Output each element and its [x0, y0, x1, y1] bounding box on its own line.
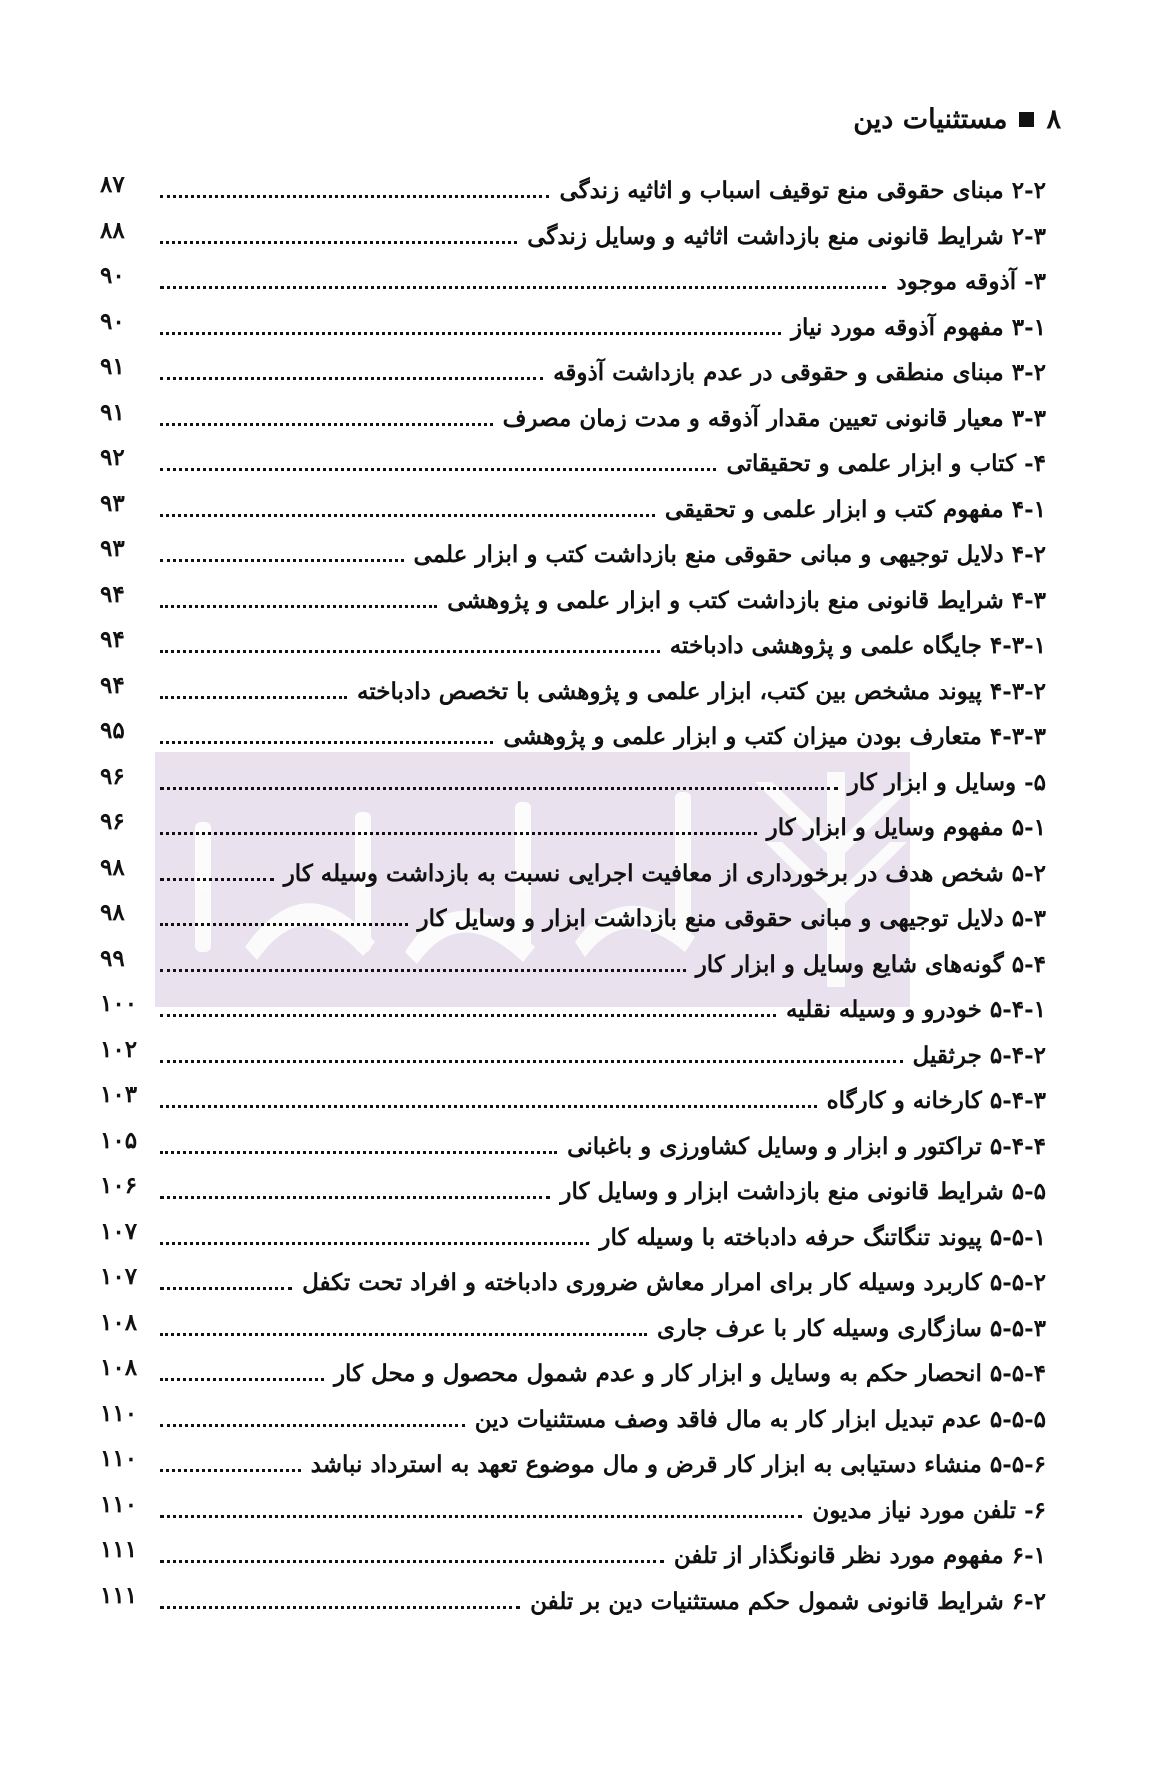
- toc-entry-title: ۴-۳ شرایط قانونی منع بازداشت کتب و ابزار علمی و پژوهشی: [447, 586, 1046, 614]
- table-of-contents: [100, 168, 1046, 1624]
- toc-entry-page: ۹۰: [100, 307, 125, 335]
- toc-entry-title: ۵-۵-۲ کاربرد وسیله کار برای امرار معاش ضروری دادباخته و افراد تحت تکفل: [302, 1269, 1046, 1297]
- dot-leader: [160, 741, 493, 744]
- toc-entry: [100, 942, 1046, 988]
- toc-entry-page: ۹۱: [100, 398, 125, 426]
- toc-entry: [100, 760, 1046, 806]
- toc-entry-page: ۹۴: [100, 580, 125, 608]
- toc-entry-page: ۱۰۷: [100, 1217, 138, 1245]
- toc-entry-page: ۹۳: [100, 535, 125, 563]
- dot-leader: [160, 969, 686, 972]
- toc-entry: [100, 987, 1046, 1033]
- dot-leader: [160, 514, 655, 517]
- page-number: ۸: [1046, 104, 1061, 135]
- book-title: مستثنیات دین: [853, 104, 1008, 135]
- toc-entry: [100, 1306, 1046, 1352]
- toc-entry-title: ۵-۳ دلایل توجیهی و مبانی حقوقی منع بازداشت ابزار و وسایل کار: [417, 905, 1046, 933]
- toc-entry: [100, 441, 1046, 487]
- dot-leader: [160, 1151, 557, 1154]
- dot-leader: [160, 832, 757, 835]
- dot-leader: [160, 1560, 664, 1563]
- toc-entry-title: ۳- آذوقه موجود: [896, 268, 1046, 296]
- toc-entry: [100, 396, 1046, 442]
- toc-entry-title: ۵-۵-۶ منشاء دستیابی به ابزار کار قرض و مال موضوع تعهد به استرداد نباشد: [310, 1451, 1046, 1479]
- toc-entry: [100, 1124, 1046, 1170]
- toc-entry-title: ۲-۳ شرایط قانونی منع بازداشت اثاثیه و وسایل زندگی: [527, 222, 1046, 250]
- toc-entry: [100, 259, 1046, 305]
- dot-leader: [160, 195, 549, 198]
- dot-leader: [160, 1060, 903, 1063]
- toc-entry-title: ۴-۱ مفهوم کتب و ابزار علمی و تحقیقی: [664, 495, 1046, 523]
- toc-entry-title: ۵-۴-۲ جرثقیل: [912, 1041, 1046, 1069]
- toc-entry: [100, 1078, 1046, 1124]
- dot-leader: [160, 878, 274, 881]
- toc-entry: [100, 669, 1046, 715]
- toc-entry-page: ۸۸: [100, 216, 125, 244]
- dot-leader: [160, 1242, 589, 1245]
- toc-entry: [100, 1533, 1046, 1579]
- dot-leader: [160, 787, 838, 790]
- toc-entry: [100, 487, 1046, 533]
- toc-entry-title: ۴-۳-۳ متعارف بودن میزان کتب و ابزار علمی و پژوهشی: [503, 723, 1046, 751]
- toc-entry-title: ۵-۴-۴ تراکتور و ابزار و وسایل کشاورزی و باغبانی: [567, 1132, 1046, 1160]
- toc-entry-page: ۹۵: [100, 717, 125, 745]
- toc-entry: [100, 805, 1046, 851]
- toc-entry-page: ۱۰۲: [100, 1035, 138, 1063]
- toc-entry: [100, 623, 1046, 669]
- running-header: [853, 104, 1061, 135]
- toc-entry-page: ۹۲: [100, 444, 125, 472]
- toc-entry-page: ۱۰۷: [100, 1263, 138, 1291]
- toc-entry-title: ۶-۱ مفهوم مورد نظر قانونگذار از تلفن: [673, 1542, 1046, 1570]
- toc-entry-title: ۴-۳-۱ جایگاه علمی و پژوهشی دادباخته: [669, 632, 1046, 660]
- toc-entry-page: ۱۱۰: [100, 1490, 138, 1518]
- toc-entry-title: ۵-۲ شخص هدف در برخورداری از معافیت اجرایی نسبت به بازداشت وسیله کار: [283, 859, 1046, 887]
- toc-entry: [100, 1442, 1046, 1488]
- toc-entry-page: ۹۴: [100, 626, 125, 654]
- toc-entry-title: ۴- کتاب و ابزار علمی و تحقیقاتی: [726, 450, 1046, 478]
- toc-entry-page: ۹۱: [100, 353, 125, 381]
- toc-entry: [100, 1260, 1046, 1306]
- toc-entry-title: ۳-۱ مفهوم آذوقه مورد نیاز: [790, 313, 1046, 341]
- toc-entry-page: ۱۱۰: [100, 1399, 138, 1427]
- toc-entry-page: ۱۱۱: [100, 1536, 138, 1564]
- dot-leader: [160, 1105, 817, 1108]
- toc-entry-page: ۹۴: [100, 671, 125, 699]
- dot-leader: [160, 605, 437, 608]
- toc-entry-title: ۶-۲ شرایط قانونی شمول حکم مستثنیات دین بر تلفن: [530, 1587, 1046, 1615]
- toc-entry: [100, 896, 1046, 942]
- toc-entry: [100, 214, 1046, 260]
- toc-entry-page: ۸۷: [100, 171, 125, 199]
- toc-entry: [100, 1488, 1046, 1534]
- toc-entry: [100, 532, 1046, 578]
- dot-leader: [160, 1196, 550, 1199]
- toc-entry-title: ۵-۵-۵ عدم تبدیل ابزار کار به مال فاقد وصف مستثنیات دین: [474, 1405, 1046, 1433]
- toc-entry: [100, 305, 1046, 351]
- toc-entry-title: ۲-۲ مبنای حقوقی منع توقیف اسباب و اثاثیه زندگی: [559, 177, 1046, 205]
- toc-entry-title: ۵-۱ مفهوم وسایل و ابزار کار: [766, 814, 1046, 842]
- toc-entry-page: ۱۱۱: [100, 1581, 138, 1609]
- toc-entry-page: ۱۰۸: [100, 1354, 138, 1382]
- toc-entry-page: ۹۶: [100, 808, 125, 836]
- dot-leader: [160, 1333, 647, 1336]
- dot-leader: [160, 1469, 301, 1472]
- dot-leader: [160, 1287, 292, 1290]
- dot-leader: [160, 650, 660, 653]
- toc-entry-title: ۳-۳ معیار قانونی تعیین مقدار آذوقه و مدت زمان مصرف: [502, 404, 1046, 432]
- toc-entry-title: ۵- وسایل و ابزار کار: [847, 768, 1046, 796]
- toc-entry-page: ۹۰: [100, 262, 125, 290]
- toc-entry: [100, 851, 1046, 897]
- toc-entry-title: ۵-۵ شرایط قانونی منع بازداشت ابزار و وسایل کار: [560, 1178, 1046, 1206]
- toc-entry-title: ۵-۵-۳ سازگاری وسیله کار با عرف جاری: [657, 1314, 1046, 1342]
- dot-leader: [160, 241, 517, 244]
- toc-entry-page: ۱۰۶: [100, 1172, 138, 1200]
- toc-entry-page: ۹۸: [100, 853, 125, 881]
- toc-entry-page: ۹۳: [100, 489, 125, 517]
- toc-entry-title: ۵-۴-۳ کارخانه و کارگاه: [826, 1087, 1046, 1115]
- toc-entry: [100, 714, 1046, 760]
- dot-leader: [160, 1515, 802, 1518]
- toc-entry-page: ۱۰۰: [100, 990, 138, 1018]
- dot-leader: [160, 696, 347, 699]
- toc-entry-page: ۱۱۰: [100, 1445, 138, 1473]
- dot-leader: [160, 286, 886, 289]
- toc-entry: [100, 168, 1046, 214]
- toc-entry-title: ۶- تلفن مورد نیاز مدیون: [812, 1496, 1046, 1524]
- toc-entry-page: ۹۸: [100, 899, 125, 927]
- toc-entry-page: ۱۰۸: [100, 1308, 138, 1336]
- toc-entry-page: ۹۶: [100, 762, 125, 790]
- toc-entry: [100, 1215, 1046, 1261]
- toc-entry: [100, 1579, 1046, 1625]
- dot-leader: [160, 1378, 324, 1381]
- dot-leader: [160, 1606, 520, 1609]
- toc-entry: [100, 350, 1046, 396]
- dot-leader: [160, 468, 716, 471]
- dot-leader: [160, 1014, 776, 1017]
- toc-entry: [100, 1169, 1046, 1215]
- toc-entry: [100, 1351, 1046, 1397]
- toc-entry: [100, 1033, 1046, 1079]
- dot-leader: [160, 923, 408, 926]
- toc-entry-page: ۱۰۳: [100, 1081, 138, 1109]
- toc-entry-title: ۵-۵-۱ پیوند تنگاتنگ حرفه دادباخته با وسیله کار: [599, 1223, 1046, 1251]
- toc-entry: [100, 578, 1046, 624]
- toc-entry-page: ۹۹: [100, 944, 125, 972]
- toc-entry-title: ۳-۲ مبنای منطقی و حقوقی در عدم بازداشت آذوقه: [553, 359, 1046, 387]
- dot-leader: [160, 332, 781, 335]
- dot-leader: [160, 423, 493, 426]
- toc-entry-title: ۵-۴-۱ خودرو و وسیله نقلیه: [785, 996, 1046, 1024]
- toc-entry-page: ۱۰۵: [100, 1126, 138, 1154]
- toc-entry-title: ۵-۵-۴ انحصار حکم به وسایل و ابزار کار و عدم شمول محصول و محل کار: [333, 1360, 1046, 1388]
- dot-leader: [160, 559, 404, 562]
- dot-leader: [160, 377, 543, 380]
- toc-entry: [100, 1397, 1046, 1443]
- toc-entry-title: ۵-۴ گونه‌های شایع وسایل و ابزار کار: [695, 950, 1046, 978]
- toc-entry-title: ۴-۳-۲ پیوند مشخص بین کتب، ابزار علمی و پژوهشی با تخصص دادباخته: [356, 677, 1046, 705]
- dot-leader: [160, 1424, 465, 1427]
- toc-entry-title: ۴-۲ دلایل توجیهی و مبانی حقوقی منع بازداشت کتب و ابزار علمی: [413, 541, 1046, 569]
- square-bullet-icon: [1019, 112, 1034, 127]
